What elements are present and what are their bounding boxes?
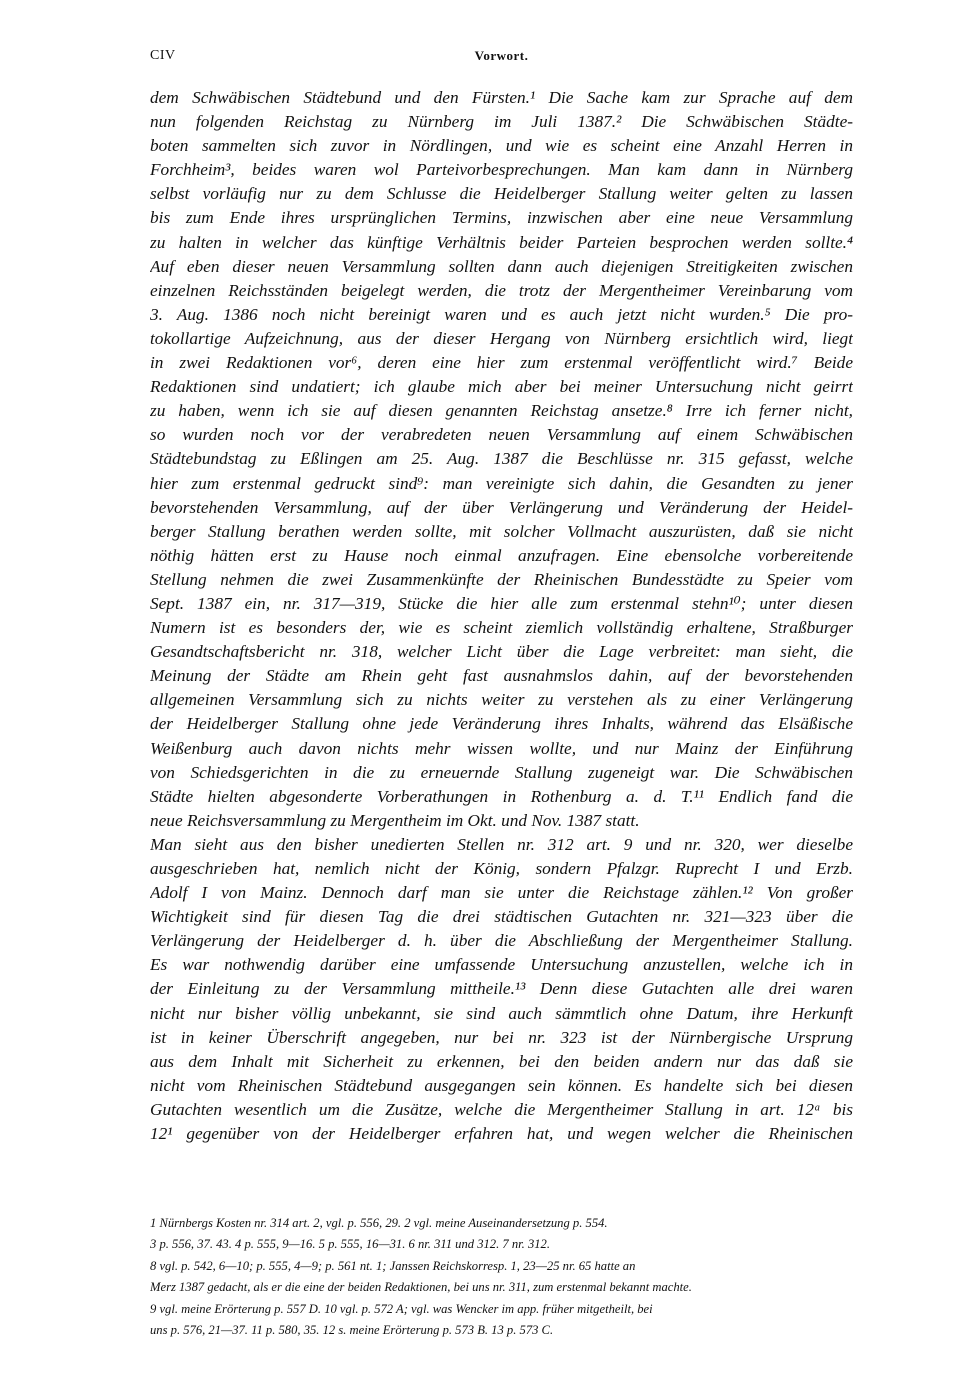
page-header — [150, 48, 853, 70]
text-line: Auf eben dieser neuen Versammlung sollten dann auch diejenigen Streitigkeiten zwischen — [150, 256, 853, 276]
text-line: so wurden noch vor der verabredeten neuen Versammlung auf einem Schwäbischen — [150, 425, 853, 445]
text-line: nöthig hätten erst zu Hause noch einmal anzufragen. Eine ebensolche vorbereitende — [150, 545, 853, 565]
text-line: dem Schwäbischen Städtebund und den Fürsten.¹ Die Sache kam zur Sprache auf dem — [150, 88, 853, 107]
footnote-line: 1 Nürnbergs Kosten nr. 314 art. 2, vgl. p. 556, 29. 2 vgl. meine Auseinandersetzung p. 554. — [150, 1216, 608, 1230]
text-line: der Einleitung zu der Versammlung mittheile.¹³ Denn diese Gutachten alle drei waren — [150, 979, 853, 999]
text-line: Redaktionen sind undatiert; ich glaube mich aber bei meiner Untersuchung nicht geirrt — [150, 377, 853, 397]
text-line: Stellung nehmen die zwei Zusammenkünfte der Rheinischen Bundesstädte zu Speier vom — [150, 569, 853, 589]
text-line: Städtebundstag zu Eßlingen am 25. Aug. 1387 die Beschlüsse nr. 315 gefasst, welche — [150, 449, 853, 469]
text-line: der Heidelberger Stallung ohne jede Veränderung ihres Inhalts, während das Elsäßische — [150, 714, 853, 734]
text-line: berger Stallung berathen werden sollte, mit solcher Vollmacht auszurüsten, daß sie nicht — [150, 521, 853, 541]
text-line: boten sammelten sich zuvor in Nördlingen, und wie es scheint eine Anzahl Herren in — [150, 136, 853, 156]
footnote-line: Merz 1387 gedacht, als er die eine der beiden Redaktionen, bei uns nr. 311, zum erstenmal bekannt machte. — [150, 1280, 692, 1295]
text-line: selbst vorläufig nur zu dem Schlusse die Heidelberger Stallung weiter gelten zu lassen — [150, 184, 853, 204]
text-line: bevorstehenden Versammlung, auf der über Verlängerung und Veränderung der Heidel- — [150, 497, 853, 517]
text-line: zu halten in welcher das künftige Verhältnis beider Parteien besprochen werden sollte.⁴ — [150, 232, 853, 252]
page-number: CIV — [150, 48, 176, 63]
text-line: Weißenburg auch davon nichts mehr wissen wollte, und nur Mainz der Einführung — [150, 738, 853, 758]
footnote-line: 3 p. 556, 37. 43. 4 p. 555, 9—16. 5 p. 555, 16—31. 6 nr. 311 und 312. 7 nr. 312. — [150, 1237, 550, 1252]
text-line: ausgeschrieben hat, nemlich nicht der König, sondern Pfalzgr. Ruprecht I und Erzb. — [150, 859, 853, 878]
text-line: Gutachten wesentlich um die Zusätze, welche die Mergentheimer Stallung in art. 12ᵃ bis — [150, 1099, 853, 1119]
footnote-line: 9 vgl. meine Erörterung p. 557 D. 10 vgl. p. 572 A; vgl. was Wencker im app. früher mitgetheilt, bei — [150, 1301, 653, 1316]
footnote-line: 8 vgl. p. 542, 6—10; p. 555, 4—9; p. 561 nt. 1; Janssen Reichskorresp. 1, 23—25 nr. 65 hatte an — [150, 1258, 636, 1273]
text-line: Man sieht aus den bisher unedierten Stellen nr. 312 art. 9 und nr. 320, wer dieselbe — [150, 834, 853, 854]
text-line: in zwei Redaktionen vor⁶, deren eine hier zum erstenmal veröffentlicht wird.⁷ Beide — [150, 353, 853, 373]
text-line: 3. Aug. 1386 noch nicht bereinigt waren und es auch jetzt nicht wurden.⁵ Die pro- — [150, 304, 853, 324]
text-line: nicht nur bisher völlig unbekannt, sie sind auch sämmtlich ohne Datum, ihre Herkunft — [150, 1003, 853, 1023]
text-line: 12¹ gegenüber von der Heidelberger erfahren hat, und wegen welcher die Rheinischen — [150, 1124, 853, 1144]
text-line: ist in keiner Überschrift angegeben, nur bei nr. 323 ist der Nürnbergische Ursprung — [150, 1027, 853, 1047]
running-title: Vorwort. — [474, 48, 529, 63]
text-line: tokollartige Aufzeichnung, aus der dieser Hergang von Nürnberg ersichtlich wird, liegt — [150, 328, 853, 348]
footnote-line: uns p. 576, 21—37. 11 p. 580, 35. 12 s. meine Erörterung p. 573 B. 13 p. 573 C. — [150, 1322, 554, 1337]
text-line: Verlängerung der Heidelberger d. h. über die Abschließung der Mergentheimer Stallung. — [150, 931, 853, 951]
text-line: allgemeinen Versammlung sich zu nichts weiter zu verstehen als zu einer Verlängerung — [150, 690, 853, 710]
footnotes — [150, 1213, 853, 1341]
main-text — [150, 86, 853, 1146]
text-line: einzelnen Reichsständen beigelegt werden, die trotz der Mergentheimer Vereinbarung vom — [150, 280, 853, 300]
text-line: aus dem Inhalt mit Sicherheit zu erkennen, bei den beiden andern nur das daß sie — [150, 1051, 853, 1071]
text-line: von Schiedsgerichten in die zu erneuernde Stallung zugeneigt war. Die Schwäbischen — [150, 762, 853, 782]
text-line: neue Reichsversammlung zu Mergentheim im Okt. und Nov. 1387 statt. — [150, 810, 640, 830]
text-line: Sept. 1387 ein, nr. 317—319, Stücke die hier alle zum erstenmal stehn¹⁰; unter diesen — [150, 593, 853, 613]
text-line: Gesandtschaftsbericht nr. 318, welcher Licht über die Lage verbreitet: man sieht, die — [150, 642, 853, 662]
text-line: Wichtigkeit sind für diesen Tag die drei städtischen Gutachten nr. 321—323 über die — [150, 907, 853, 927]
text-line: Adolf I von Mainz. Dennoch darf man sie unter die Reichstage zählen.¹² Von großer — [150, 883, 853, 903]
text-line: Meinung der Städte am Rhein geht fast ausnahmslos dahin, auf der bevorstehenden — [150, 666, 853, 686]
text-line: hier zum erstenmal gedruckt sind⁹: man vereinigte sich dahin, die Gesandten zu jener — [150, 473, 853, 493]
text-line: Städte hielten abgesonderte Vorberathungen in Rothenburg a. d. T.¹¹ Endlich fand die — [150, 786, 853, 806]
text-line: zu haben, wenn ich sie auf diesen genannten Reichstag ansetze.⁸ Irre ich ferner nicht, — [150, 401, 853, 421]
text-line: Forchheim³, beides waren wol Parteivorbesprechungen. Man kam dann in Nürnberg — [150, 160, 853, 180]
text-line: nun folgenden Reichstag zu Nürnberg im Juli 1387.² Die Schwäbischen Städte- — [150, 112, 853, 132]
text-line: bis zum Ende ihres ursprünglichen Termins, inzwischen aber eine neue Versammlung — [150, 208, 853, 228]
text-line: nicht vom Rheinischen Städtebund ausgegangen sein können. Es handelte sich bei diesen — [150, 1075, 853, 1095]
text-line: Numern ist es besonders der, wie es scheint ziemlich vollständig erhaltene, Straßburger — [150, 618, 853, 638]
text-line: Es war nothwendig darüber eine umfassende Untersuchung anzustellen, welche ich in — [150, 955, 853, 975]
